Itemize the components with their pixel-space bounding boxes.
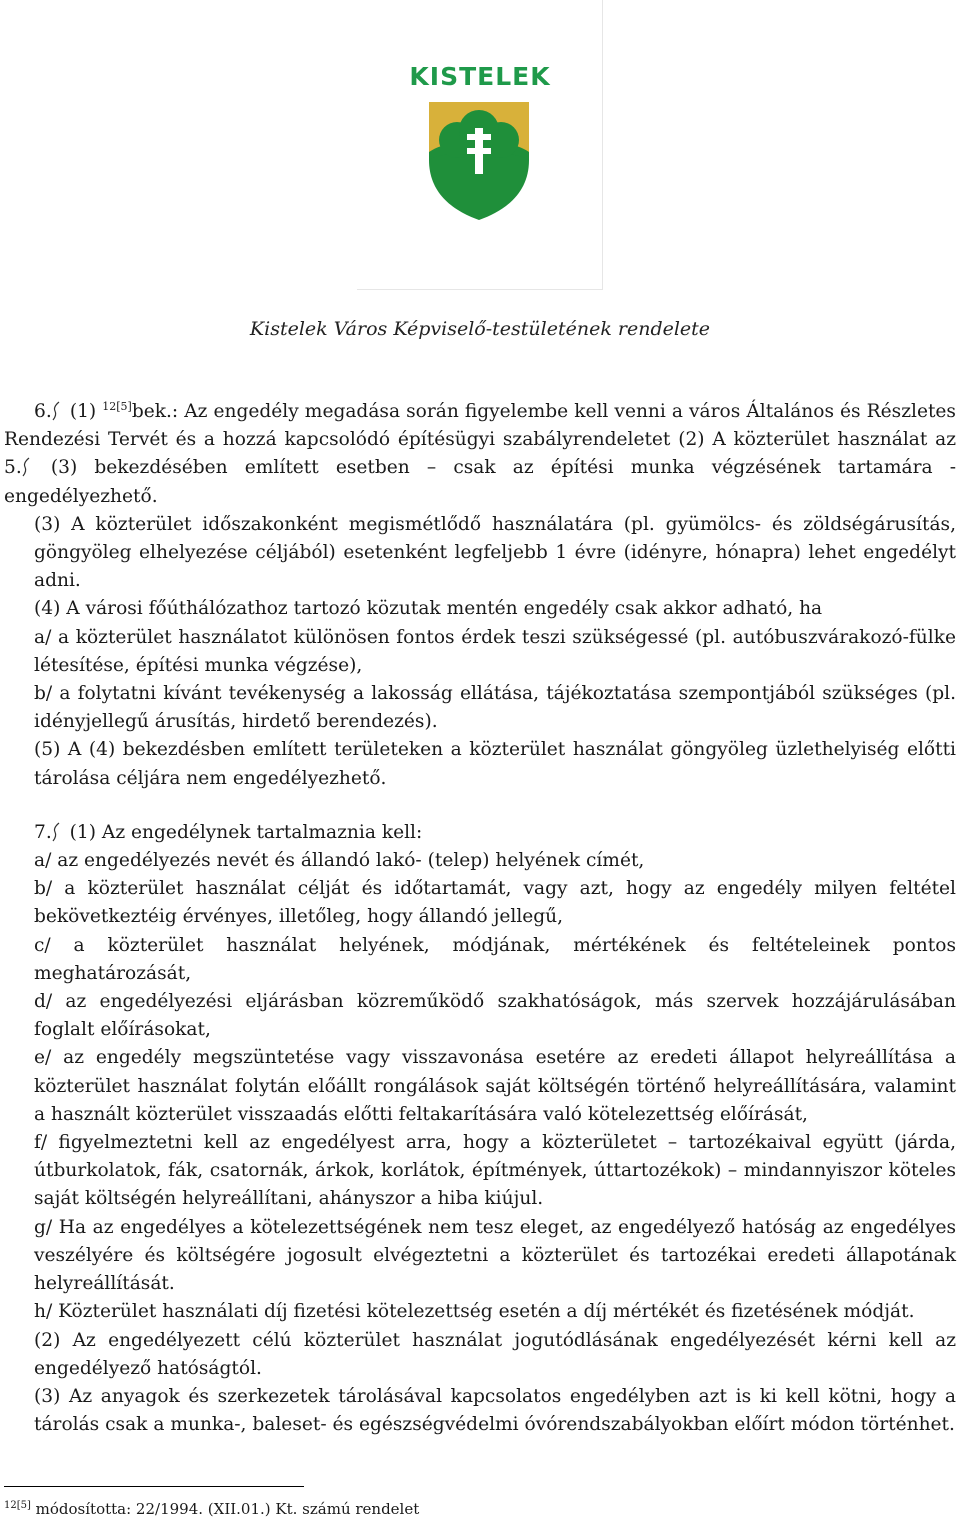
section-symbol-icon — [22, 457, 30, 477]
section-6-paragraph-4: (4) A városi főúthálózathoz tartozó közutak mentén engedély csak akkor adható, ha — [34, 598, 823, 620]
footnote-text: módosította: 22/1994. (XII.01.) Kt. számú rendelet — [35, 1500, 420, 1518]
section-7-item-b: b/ a közterület használat célját és időtartamát, vagy azt, hogy az engedély milyen feltétel bekövetkeztéig érvényes, illetőleg, hogy állandó jellegű, — [34, 878, 956, 928]
section-6-paragraph-1: 6. (1) $^{12[5]}$bek.: Az engedély megadása során figyelembe kell venni a város Általános és Részletes Rendezési Tervét és a hozzá kapcsolódó építésügyi szabályrendeletet (2) A közterület használat az 5. (3) bekezdésében említett esetben – csak az építési munka végzésének tartamára - engedélyezhető. — [4, 399, 956, 507]
section-7-item-f: f/ figyelmeztetni kell az engedélyest arra, hogy a közterületet – tartozékaival együtt (járda, útburkolatok, fák, csatornák, árkok, korlátok, építmények, úttartozékok) – mindannyiszor köteles saját költségén helyreállítani, ahányszor a hiba kiújul. — [34, 1132, 956, 1210]
document-body — [4, 398, 956, 1439]
section-6-paragraph-3: (3) A közterület időszakonként megismétlődő használatára (pl. gyümölcs- és zöldségárusítás, göngyöleg elhelyezése céljából) esetenként legfeljebb 1 évre (idényre, hónapra) lehet engedélyt adni. — [34, 513, 956, 592]
footnote-divider — [4, 1486, 304, 1487]
document-title: Kistelek Város Képviselő-testületének rendelete — [249, 318, 711, 340]
section-7-paragraph-1: 7. (1) Az engedélynek tartalmaznia kell: — [34, 821, 423, 843]
section-6-item-a: a/ a közterület használatot különösen fontos érdek teszi szükségessé (pl. autóbuszvárakozó-fülke létesítése, építési munka végzése), — [34, 626, 956, 676]
section-symbol-icon — [52, 401, 60, 421]
footnote — [4, 1500, 419, 1518]
section-6-paragraph-5: (5) A (4) bekezdésben említett területeken a közterület használat göngyöleg üzlethelyiség előtti tárolása céljára nem engedélyezhető. — [34, 739, 956, 789]
section-7-item-d: d/ az engedélyezési eljárásban közreműködő szakhatóságok, más szervek hozzájárulásában foglalt előírásokat, — [34, 991, 956, 1041]
section-6-item-b: b/ a folytatni kívánt tevékenység a lakosság ellátása, tájékoztatása szempontjából szükséges (pl. idényjellegű árusítás, hirdető berendezés). — [34, 683, 956, 733]
section-7-item-a: a/ az engedélyezés nevét és állandó lakó- (telep) helyének címét, — [34, 850, 645, 872]
section-7-item-g: g/ Ha az engedélyes a kötelezettségének nem tesz eleget, az engedélyező hatóság az engedélyes veszélyére és költségére jogosult elvégeztetni a közterület és tartozékai eredeti állapotának helyreállítását. — [34, 1216, 956, 1295]
section-7-paragraph-3: (3) Az anyagok és szerkezetek tárolásával kapcsolatos engedélyben azt is ki kell kötni, hogy a tárolás csak a munka-, baleset- és egészségvédelmi óvórendszabályokban előírt módon történhet. — [34, 1385, 956, 1436]
section-symbol-icon — [52, 822, 60, 842]
section-7-item-e: e/ az engedély megszüntetése vagy visszavonása esetére az eredeti állapot helyreállítása a közterület használat folytán előállt rongálások saját költségén történő helyreállítására, valamint a használt közterület visszaadás előtti feltakarítására való kötelezettség előírását, — [34, 1047, 956, 1125]
logo-wordmark: KISTELEK — [409, 62, 551, 91]
section-number: 7. — [34, 821, 52, 843]
footnote-number: 12[5] — [4, 1500, 31, 1511]
section-7-paragraph-2: (2) Az engedélyezett célú közterület használat jogutódlásának engedélyezését kérni kell az engedélyező hatóságtól. — [34, 1329, 956, 1379]
footnote-ref: 12[5] — [102, 399, 132, 413]
coat-of-arms-icon — [427, 100, 531, 222]
section-7-item-c: c/ a közterület használat helyének, módjának, mértékének és feltételeinek pontos meghatározását, — [34, 934, 956, 984]
logo-block — [357, 0, 603, 290]
section-number: 6. — [34, 401, 52, 422]
section-7-item-h: h/ Közterület használati díj fizetési kötelezettség esetén a díj mértékét és fizetésének módját. — [34, 1301, 915, 1323]
